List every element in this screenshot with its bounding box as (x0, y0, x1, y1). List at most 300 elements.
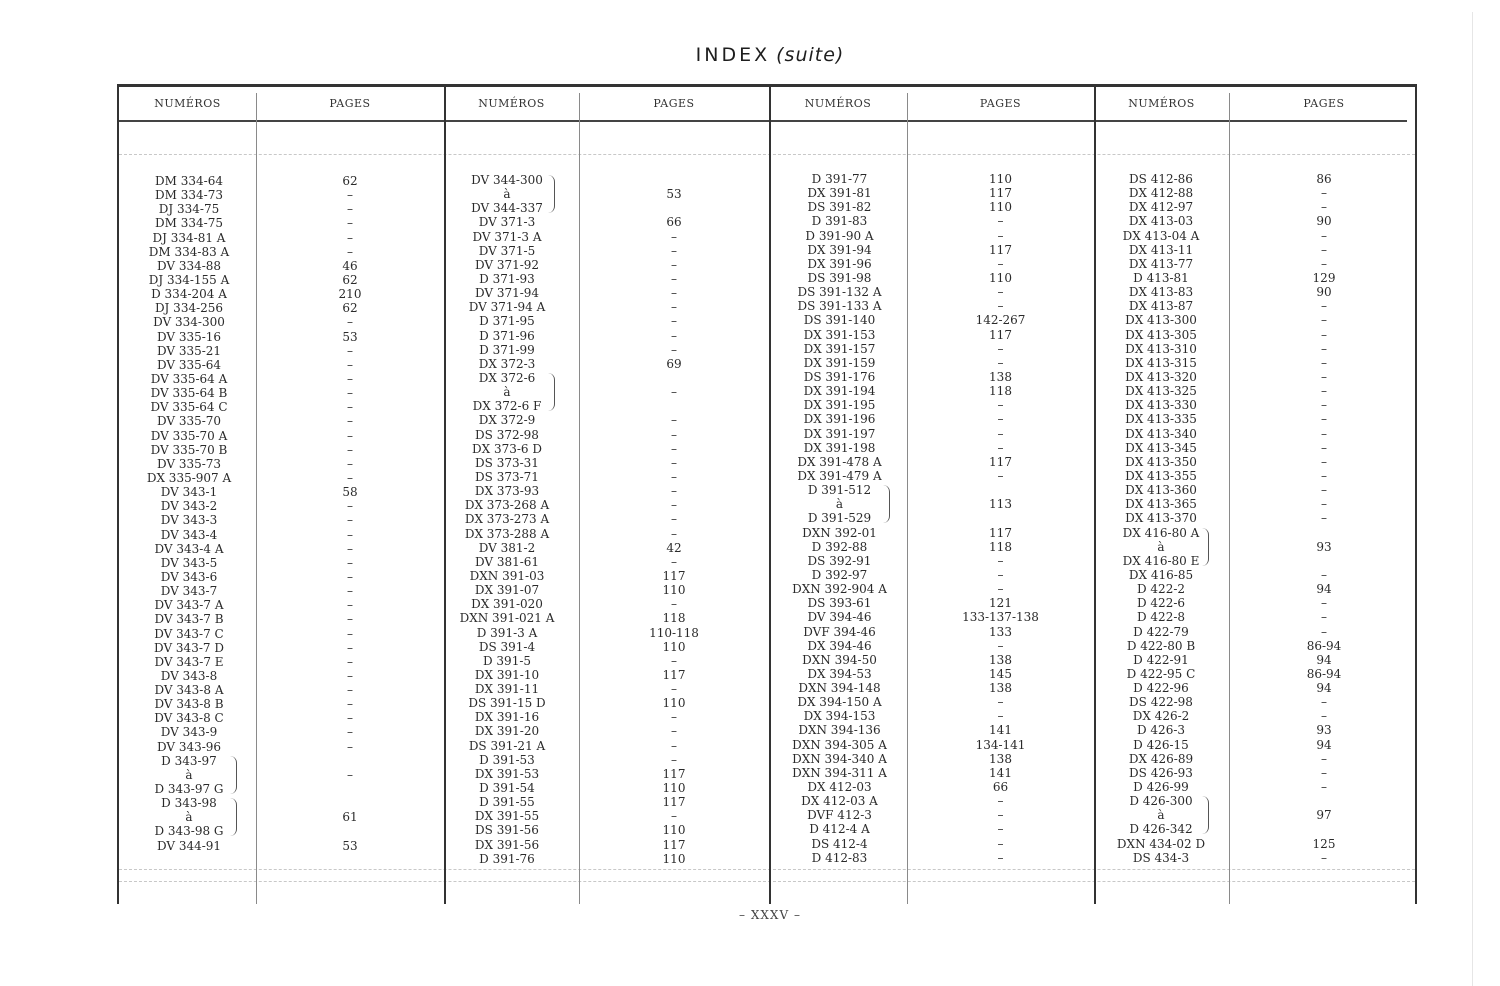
index-number: à (503, 187, 511, 202)
index-pages: – (997, 822, 1004, 837)
index-number: DX 391-81 (807, 186, 872, 201)
index-number: DV 343-7 B (154, 612, 224, 627)
index-pages: 53 (342, 329, 358, 344)
index-pages: – (1321, 610, 1327, 625)
index-pages: – (671, 455, 677, 470)
index-number: DV 335-70 A (150, 428, 228, 443)
title-suite: (suite) (776, 44, 845, 66)
pages-column (256, 174, 444, 853)
index-pages: 110 (989, 200, 1012, 215)
index-pages: – (671, 286, 677, 301)
index-pages: 145 (989, 666, 1012, 681)
index-number: DX 373-273 A (464, 512, 550, 527)
index-pages: – (671, 257, 677, 272)
index-number: DX 394-150 A (797, 695, 882, 710)
header-pages: PAGES (979, 97, 1022, 110)
index-pages: – (671, 526, 677, 541)
range-brace (548, 175, 555, 213)
index-pages: – (671, 314, 677, 329)
index-number: DV 343-9 (160, 725, 218, 740)
index-number: DXN 394-305 A (792, 737, 887, 752)
index-number: D 391-83 (811, 214, 868, 229)
index-number: DS 434-3 (1132, 850, 1190, 865)
index-number: D 391-76 (479, 851, 535, 866)
index-number: DX 391-020 (471, 597, 543, 612)
header-numeros: NUMÉROS (1128, 97, 1195, 110)
index-pages: – (671, 498, 677, 513)
index-pages (1229, 794, 1419, 808)
index-pages: – (997, 836, 1004, 851)
index-pages: – (1321, 384, 1327, 399)
index-number: DV 343-8 (160, 668, 218, 683)
index-pages: – (347, 513, 353, 528)
index-number: D 371-99 (479, 342, 535, 357)
index-number: DX 416-80 A (1122, 525, 1200, 540)
index-pages: – (997, 398, 1004, 413)
index-pages: – (671, 385, 677, 400)
index-number: DXN 394-50 (802, 652, 877, 667)
index-number: DX 413-03 (1128, 214, 1194, 229)
index-pages: – (347, 527, 353, 542)
index-pages: – (347, 230, 353, 245)
index-pages: 110 (989, 172, 1012, 186)
index-pages: – (997, 355, 1004, 370)
index-number: DS 422-98 (1129, 695, 1193, 710)
range-brace (1202, 528, 1209, 566)
index-number: DX 373-6 D (471, 441, 542, 456)
index-pages: – (671, 738, 677, 753)
index-number: D 391-3 A (476, 625, 538, 640)
index-number: D 392-97 (811, 567, 868, 582)
index-number: DX 413-355 (1125, 468, 1197, 483)
page-title (0, 44, 1500, 66)
index-number: DX 416-85 (1128, 567, 1194, 582)
index-number: D 426-342 (1129, 822, 1193, 837)
index-number: D 422-80 B (1126, 638, 1196, 653)
index-number: DV 371-94 A (468, 300, 546, 315)
index-number: DV 343-2 (160, 499, 218, 514)
index-number: DX 391-196 (803, 412, 876, 427)
index-pages: – (671, 710, 677, 725)
index-pages: – (671, 328, 677, 343)
index-pages: – (1321, 256, 1327, 271)
index-pages (1229, 526, 1419, 540)
index-pages: – (347, 739, 353, 754)
index-pages: – (671, 682, 677, 697)
dashed-rule-bottom-2 (119, 881, 1415, 882)
index-pages: 69 (666, 356, 682, 371)
index-pages: 90 (1316, 214, 1332, 229)
index-pages (256, 754, 444, 768)
index-number: DX 413-77 (1128, 256, 1194, 271)
index-pages: – (997, 256, 1004, 271)
index-number: DX 391-198 (803, 440, 876, 455)
index-number: DM 334-83 A (148, 244, 230, 259)
index-number: DS 412-86 (1129, 172, 1193, 186)
index-number: D 334-204 A (151, 287, 227, 302)
index-pages: – (1321, 511, 1327, 526)
index-pages: – (347, 725, 353, 740)
index-pages: – (671, 300, 677, 315)
index-number: DS 426-93 (1129, 765, 1193, 780)
index-number: DS 391-56 (475, 823, 539, 838)
index-number: DX 426-89 (1128, 751, 1194, 766)
index-number: D 391-53 (479, 752, 535, 767)
index-pages: 46 (342, 258, 358, 273)
index-number: DX 373-268 A (464, 498, 550, 513)
index-number: DXN 391-03 (469, 568, 545, 583)
index-pages: – (671, 413, 677, 428)
index-number: DJ 334-155 A (148, 272, 230, 287)
index-number: DX 413-370 (1125, 511, 1197, 526)
index-number: D 391-5 (482, 653, 532, 668)
index-pages: 93 (1316, 539, 1332, 554)
index-pages: 93 (1316, 723, 1332, 738)
index-pages: – (1321, 299, 1327, 314)
index-number: D 391-54 (479, 781, 535, 796)
index-number: D 391-55 (479, 795, 535, 810)
index-pages: 58 (342, 485, 358, 500)
index-pages: – (1321, 483, 1327, 498)
index-pages: 110 (662, 696, 686, 711)
index-number: DX 391-07 (474, 583, 540, 598)
index-number: D 392-88 (811, 539, 868, 554)
index-number: DX 391-157 (803, 341, 876, 356)
index-number: DS 373-71 (475, 469, 539, 484)
index-pages: 86-94 (1306, 638, 1342, 653)
header-numeros: NUMÉROS (154, 97, 221, 110)
index-pages: – (671, 441, 677, 456)
index-number: D 422-96 (1133, 681, 1189, 696)
index-number: DX 335-907 A (146, 470, 232, 485)
index-number: DX 413-360 (1125, 483, 1197, 498)
index-number: DVF 394-46 (803, 624, 876, 639)
index-pages: – (1321, 624, 1327, 639)
index-number: DXN 392-904 A (792, 582, 887, 597)
index-number: D 422-6 (1136, 596, 1186, 611)
index-pages: – (671, 427, 677, 442)
index-pages: – (347, 767, 353, 782)
index-pages: – (997, 341, 1004, 356)
index-number: DV 371-5 (478, 243, 536, 258)
index-pages: 138 (989, 652, 1012, 667)
index-number: à (1157, 808, 1165, 823)
index-pages: 62 (342, 174, 358, 188)
index-pages: – (347, 626, 353, 641)
index-pages: – (997, 582, 1004, 597)
index-number: DJ 334-256 (154, 301, 224, 316)
index-number: DS 372-98 (475, 427, 539, 442)
index-pages: 110-118 (649, 625, 699, 640)
index-number: DV 344-300 (471, 173, 543, 187)
index-pages: 94 (1316, 681, 1332, 696)
index-pages (579, 173, 769, 187)
index-number: DS 391-21 A (468, 738, 546, 753)
index-number: à (835, 497, 844, 512)
index-pages: – (347, 386, 353, 401)
index-pages: – (671, 469, 677, 484)
index-number: DV 343-96 (156, 739, 222, 754)
index-number: DV 343-7 E (154, 654, 224, 669)
index-pages: 117 (989, 327, 1012, 342)
index-number: DV 334-88 (156, 258, 222, 273)
index-number: DXN 434-02 D (1116, 836, 1206, 851)
index-number: D 391-77 (811, 172, 868, 186)
index-pages: – (347, 697, 353, 712)
index-pages: – (997, 695, 1004, 710)
index-pages: – (671, 724, 677, 739)
index-number: DV 371-3 A (472, 229, 542, 244)
index-pages: – (997, 426, 1004, 441)
index-number: D 426-99 (1133, 780, 1189, 795)
index-number: DV 335-21 (156, 343, 222, 358)
index-pages: – (347, 315, 353, 330)
index-number: DV 381-2 (478, 540, 536, 555)
index-number: DX 413-330 (1125, 398, 1197, 413)
index-number: DX 413-350 (1125, 454, 1197, 469)
index-number: DV 335-16 (156, 329, 222, 344)
index-number: DV 334-300 (153, 315, 225, 330)
index-pages: 110 (662, 823, 686, 838)
index-pages: 86 (1316, 172, 1332, 186)
index-number: DV 371-94 (474, 286, 540, 301)
index-pages: – (1321, 313, 1327, 328)
index-number: DX 413-340 (1125, 426, 1197, 441)
index-number: DX 391-53 (474, 766, 540, 781)
index-pages: – (347, 668, 353, 683)
index-pages: – (997, 794, 1004, 809)
title-main: INDEX (695, 44, 771, 66)
index-number: DX 391-478 A (797, 454, 882, 469)
index-number: DV 344-337 (471, 201, 543, 216)
index-pages: – (1321, 186, 1327, 201)
index-pages (579, 371, 769, 385)
index-pages (256, 824, 444, 838)
index-number: DV 343-8 B (154, 697, 224, 712)
index-pages: – (347, 499, 353, 514)
pages-column (907, 172, 1094, 865)
index-pages (579, 399, 769, 413)
index-pages: 62 (342, 272, 358, 287)
index-pages: 113 (989, 497, 1012, 512)
index-number: DX 391-197 (803, 426, 876, 441)
index-number: DX 391-479 A (797, 468, 882, 483)
index-pages (256, 796, 444, 810)
index-pages (1229, 822, 1419, 836)
index-pages: 118 (662, 611, 686, 626)
range-brace (230, 756, 237, 794)
index-pages: – (997, 638, 1004, 653)
index-pages: – (997, 299, 1004, 314)
numeros-column (1091, 172, 1231, 865)
index-number: DV 335-64 (156, 357, 222, 372)
index-pages: – (671, 554, 677, 569)
header-rule (119, 120, 1407, 122)
index-number: DS 391-140 (803, 313, 876, 328)
index-pages: – (671, 653, 677, 668)
index-number: DV 343-7 C (154, 626, 224, 641)
index-pages: – (1321, 412, 1327, 427)
index-number: DX 372-9 (478, 413, 536, 428)
numeros-column (767, 172, 912, 865)
index-number: D 412-4 A (809, 822, 870, 837)
index-number: DX 391-153 (803, 327, 876, 342)
index-number: DX 391-94 (807, 242, 872, 257)
dashed-rule-top (119, 154, 1415, 155)
index-pages: – (347, 541, 353, 556)
index-number: DV 335-64 C (150, 400, 228, 415)
index-number: DV 343-7 D (154, 640, 224, 655)
index-number: DX 413-300 (1125, 313, 1197, 328)
index-number: DX 412-03 (807, 780, 872, 795)
numeros-column (437, 173, 577, 866)
index-number: DX 412-03 A (801, 794, 878, 809)
index-pages: – (347, 470, 353, 485)
index-pages: – (1321, 454, 1327, 469)
index-number: DX 413-315 (1125, 355, 1197, 370)
index-pages: 117 (989, 186, 1012, 201)
index-number: DX 413-345 (1125, 440, 1197, 455)
pages-column (1229, 172, 1419, 865)
index-pages: – (997, 553, 1004, 568)
index-pages: – (347, 400, 353, 415)
index-pages: – (997, 709, 1004, 724)
index-pages: – (1321, 497, 1327, 512)
index-pages: 66 (666, 215, 682, 230)
index-number: DS 391-82 (807, 200, 872, 215)
index-number: DV 343-4 A (154, 541, 224, 556)
range-brace (548, 373, 555, 411)
index-pages: 138 (989, 681, 1012, 696)
index-number: DX 394-46 (807, 638, 872, 653)
index-number: DX 413-310 (1125, 341, 1197, 356)
index-pages: 117 (662, 837, 686, 852)
index-pages: 94 (1316, 737, 1332, 752)
index-pages: – (347, 428, 353, 443)
index-pages: – (1321, 709, 1327, 724)
index-number: DX 391-96 (807, 256, 872, 271)
index-number: DX 391-55 (474, 809, 540, 824)
index-pages (256, 782, 444, 796)
index-pages: – (671, 342, 677, 357)
index-number: DX 413-365 (1125, 497, 1197, 512)
index-pages: – (1321, 200, 1327, 215)
index-number: DX 391-56 (474, 837, 540, 852)
dashed-rule-bottom (119, 869, 1415, 870)
index-pages: – (1321, 341, 1327, 356)
index-pages: – (997, 440, 1004, 455)
index-pages: – (1321, 765, 1327, 780)
index-pages: – (671, 809, 677, 824)
index-pages: – (1321, 228, 1327, 243)
index-number: D 391-512 (807, 483, 872, 498)
index-pages: – (347, 456, 353, 471)
index-pages: – (347, 569, 353, 584)
index-table (117, 84, 1417, 904)
index-pages: – (347, 202, 353, 217)
index-number: D 371-96 (479, 328, 535, 343)
index-pages: – (1321, 567, 1327, 582)
index-number: DVF 412-3 (807, 808, 872, 823)
index-pages: – (1321, 440, 1327, 455)
index-pages: 117 (662, 766, 686, 781)
index-pages (907, 511, 1094, 525)
index-pages: 117 (989, 242, 1012, 257)
index-number: DS 373-31 (475, 455, 539, 470)
index-pages: 62 (342, 301, 358, 316)
index-number: DV 394-46 (807, 610, 872, 625)
index-pages: 118 (989, 539, 1012, 554)
index-pages: – (347, 414, 353, 429)
index-pages (907, 483, 1094, 497)
index-pages: – (671, 271, 677, 286)
index-number: D 426-15 (1133, 737, 1189, 752)
index-pages: – (997, 412, 1004, 427)
index-number: D 426-300 (1129, 794, 1193, 809)
index-pages: 142-267 (975, 313, 1026, 328)
index-number: DS 391-4 (478, 639, 536, 654)
index-pages: – (997, 808, 1004, 823)
index-pages: 53 (666, 187, 682, 202)
index-number: DV 335-64 B (150, 386, 228, 401)
index-pages: – (1321, 596, 1327, 611)
index-number: DX 413-83 (1128, 285, 1194, 300)
index-number: DS 391-132 A (797, 285, 882, 300)
index-pages: – (671, 229, 677, 244)
index-pages: 110 (662, 639, 686, 654)
header-pages: PAGES (653, 97, 695, 110)
index-pages: 133-137-138 (962, 610, 1039, 625)
index-number: DXN 391-021 A (459, 611, 555, 626)
index-number: D 343-98 G (154, 824, 224, 839)
index-pages: 141 (989, 765, 1012, 780)
index-number: DXN 394-311 A (792, 765, 887, 780)
index-number: DX 413-11 (1128, 242, 1194, 257)
index-pages: 110 (662, 851, 686, 866)
index-pages: – (997, 567, 1004, 582)
index-number: D 371-95 (479, 314, 535, 329)
index-number: DV 343-8 A (154, 683, 224, 698)
index-pages: 117 (989, 525, 1012, 540)
index-number: DV 371-92 (474, 257, 540, 272)
index-number: DX 391-159 (803, 355, 876, 370)
index-pages (1229, 554, 1419, 568)
index-pages: 210 (338, 287, 362, 302)
index-number: DX 394-153 (803, 709, 876, 724)
index-number: DX 391-16 (474, 710, 540, 725)
index-pages: 133 (989, 624, 1012, 639)
index-number: DV 343-4 (160, 527, 218, 542)
index-pages: – (1321, 695, 1327, 710)
index-pages: – (347, 598, 353, 613)
index-number: DV 343-8 C (154, 711, 224, 726)
index-number: D 422-95 C (1126, 666, 1196, 681)
page-number: – XXXV – (739, 908, 801, 922)
index-number: à (185, 810, 193, 825)
index-number: DM 334-75 (155, 216, 223, 231)
index-pages: 129 (1312, 270, 1336, 285)
index-number: DJ 334-75 (158, 202, 220, 217)
index-number: DX 372-6 (478, 370, 536, 385)
index-number: DX 413-305 (1125, 327, 1197, 342)
index-pages: – (671, 597, 677, 612)
index-pages: 90 (1316, 285, 1332, 300)
index-pages: – (1321, 850, 1327, 865)
index-number: à (1157, 539, 1165, 554)
index-pages: 117 (662, 795, 686, 810)
index-number: DM 334-64 (155, 174, 223, 188)
index-pages: – (1321, 355, 1327, 370)
